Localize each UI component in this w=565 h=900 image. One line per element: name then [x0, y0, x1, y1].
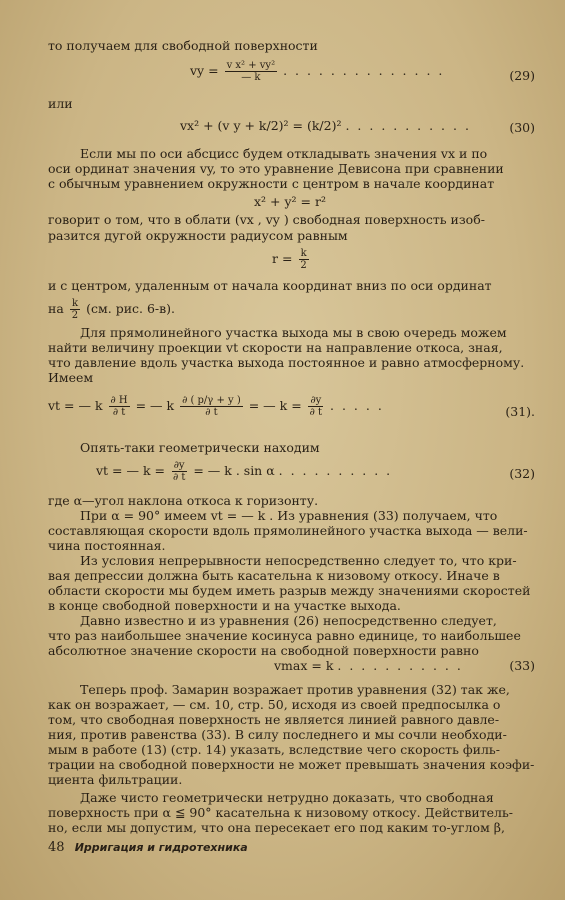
text-line: вая депрессии должна быть касательна к низовому откосу. Иначе в	[48, 568, 500, 583]
equation-number: (29)	[509, 68, 535, 83]
eq-r-fraction	[298, 248, 308, 271]
page-number: 48	[48, 840, 65, 855]
eq29-denominator: — k	[241, 72, 261, 83]
equation-number: (31).	[505, 404, 535, 419]
leader-dots: . . . . . . . . . . .	[337, 658, 463, 673]
eq-r-numerator: k	[300, 248, 307, 259]
leader-dots: . . . . . . . . . . .	[345, 118, 471, 133]
journal-title: Ирригация и гидротехника	[74, 841, 248, 854]
text-line: разится дугой окружности радиусом равным	[48, 228, 348, 243]
text-line: При α = 90° имеем vt = — k . Из уравнения (33) получаем, что	[80, 508, 498, 523]
p3b-post: (см. рис. 6-в).	[86, 301, 176, 316]
text-line: чина постоянная.	[48, 538, 166, 553]
eq-r-denominator: 2	[300, 260, 307, 271]
eq29-fraction	[225, 60, 278, 83]
leader-dots: . . . . .	[330, 398, 384, 413]
eq31-f3-numerator: ∂y	[310, 395, 322, 406]
p3b-fraction	[70, 298, 80, 321]
text-line: области скорости мы будем иметь разрыв между значениями скоростей	[48, 583, 531, 598]
eq32-denominator: ∂ t	[173, 472, 186, 483]
text-line: Из условия непрерывности непосредственно следует то, что кри-	[80, 553, 517, 568]
eq31-fraction-2	[180, 395, 243, 418]
eq31-f2-numerator: ∂ ( p/γ + y )	[182, 395, 241, 406]
equation-33	[274, 658, 463, 673]
text-line: Теперь проф. Замарин возражает против уравнения (32) так же,	[80, 682, 510, 697]
text-line: трации на свободной поверхности не может превышать значения коэфи-	[48, 757, 535, 772]
eq31-fraction-3	[308, 395, 324, 418]
text-line: циента фильтрации.	[48, 772, 183, 787]
text-line: мым в работе (13) (стр. 14) указать, вследствие чего скорость филь-	[48, 742, 500, 757]
text-line: Давно известно и из уравнения (26) непосредственно следует,	[80, 613, 497, 628]
text-line	[48, 298, 175, 321]
equation-32	[96, 460, 392, 483]
eq31-part-b: = — k	[135, 398, 175, 413]
eq31-f1-numerator: ∂ H	[110, 395, 128, 406]
text-line: оси ординат значения vy, то это уравнение Девисона при сравнении	[48, 161, 504, 176]
text-line: с обычным уравнением окружности с центром в начале координат	[48, 176, 495, 191]
p3b-denominator: 2	[71, 310, 79, 321]
text-line: Даже чисто геометрически нетрудно доказать, что свободная	[80, 790, 494, 805]
text-line: как он возражает, — см. 10, стр. 50, исходя из своей предпосылка о	[48, 697, 501, 712]
text-line: и с центром, удаленным от начала координат вниз по оси ординат	[48, 278, 492, 293]
text-line: Опять-таки геометрически находим	[80, 440, 320, 455]
text-line: в конце свободной поверхности и на участке выхода.	[48, 598, 401, 613]
text-line: составляющая скорости вдоль прямолинейного участка выхода — вели-	[48, 523, 528, 538]
equation-number: (30)	[509, 120, 535, 135]
equation-number: (33)	[509, 658, 535, 673]
text-line: или	[48, 96, 73, 111]
eq30-body: vx² + (v y + k/2)² = (k/2)²	[180, 118, 342, 133]
equation-30	[180, 118, 471, 133]
text-line: Для прямолинейного участка выхода мы в свою очередь можем	[80, 325, 507, 340]
leader-dots: . . . . . . . . . .	[278, 463, 393, 478]
text-line: что раз наибольшее значение косинуса равно единице, то наибольшее	[48, 628, 521, 643]
text-line: поверхность при α ≦ 90° касательна к низовому откосу. Действитель-	[48, 805, 514, 820]
eq32-fraction	[171, 460, 187, 483]
text-line: Имеем	[48, 370, 94, 385]
equation-29	[190, 60, 444, 83]
eq31-f3-denominator: ∂ t	[309, 407, 323, 418]
text-line: абсолютное значение скорости на свободной поверхности равно	[48, 643, 479, 658]
eq31-part-c: = — k =	[248, 398, 302, 413]
eq-r-lhs: r =	[272, 251, 293, 266]
text-line: говорит о том, что в облати (vx , vy ) свободная поверхность изоб-	[48, 212, 485, 227]
p3b-pre: на	[48, 301, 64, 316]
p3b-numerator: k	[71, 298, 78, 309]
equation-circle: x² + y² = r²	[254, 194, 326, 209]
text-line: где α—угол наклона откоса к горизонту.	[48, 493, 319, 508]
eq29-numerator: v x² + vy²	[226, 60, 276, 71]
eq31-f2-denominator: ∂ t	[205, 407, 218, 418]
eq31-part-a: vt = — k	[48, 398, 103, 413]
equation-number: (32)	[509, 466, 535, 481]
eq29-lhs: vy =	[190, 63, 219, 78]
text-line: ния, против равенства (33). В силу последнего и мы сочли необходи-	[48, 727, 507, 742]
eq31-fraction-1	[109, 395, 130, 418]
eq32-part-a: vt = — k =	[96, 463, 166, 478]
eq32-part-b: = — k . sin α	[193, 463, 275, 478]
equation-radius	[272, 248, 311, 271]
text-line: то получаем для свободной поверхности	[48, 38, 318, 53]
text-line: Если мы по оси абсцисс будем откладывать значения vx и по	[80, 146, 488, 161]
text-line: найти величину проекции vt скорости на направление откоса, зная,	[48, 340, 503, 355]
eq33-body: vmax = k	[274, 658, 334, 673]
page-footer	[48, 840, 248, 855]
equation-31	[48, 395, 384, 418]
text-line: но, если мы допустим, что она пересекает его под каким то-углом β,	[48, 820, 505, 835]
text-line: том, что свободная поверхность не является линией равного давле-	[48, 712, 500, 727]
eq32-numerator: ∂y	[173, 460, 185, 471]
leader-dots: . . . . . . . . . . . . . .	[283, 63, 445, 78]
text-line: что давление вдоль участка выхода постоянное и равно атмосферному.	[48, 355, 525, 370]
eq31-f1-denominator: ∂ t	[112, 407, 126, 418]
